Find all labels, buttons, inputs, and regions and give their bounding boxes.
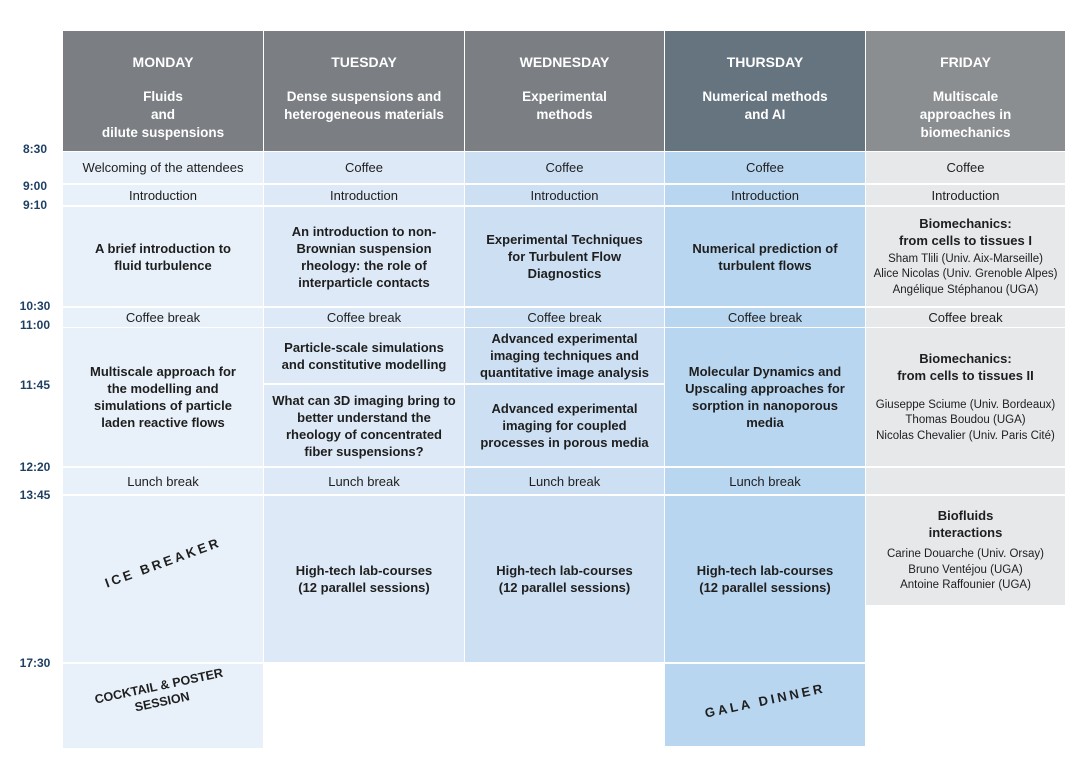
tue-coffee-cell: Coffee [264, 152, 464, 183]
fri-session-3-title: Biofluids interactions [928, 508, 1003, 541]
wed-coffee-cell: Coffee [465, 152, 664, 183]
header-friday [866, 31, 1065, 151]
thu-coffee-cell: Coffee [665, 152, 865, 183]
wed-lab-courses: High-tech lab-courses (12 parallel sessions) [465, 496, 664, 662]
fri-session-2 [866, 328, 1065, 466]
day-label-wednesday: WEDNESDAY [519, 54, 610, 70]
time-1145: 11:45 [19, 378, 51, 392]
fri-session-3-speakers: Carine Douarche (Univ. Orsay) Bruno Ventéjou (UGA) Antoine Raffounier (UGA) [886, 548, 1044, 592]
wed-coffee-break: Coffee break [465, 308, 664, 327]
thu-session-2: Molecular Dynamics and Upscaling approaches for sorption in nanoporous media [665, 328, 865, 466]
thu-coffee-break: Coffee break [665, 308, 865, 327]
header-monday [63, 31, 263, 151]
tue-session-1: An introduction to non- Brownian suspension rheology: the role of interparticle contacts [264, 207, 464, 306]
header-tuesday [264, 31, 464, 151]
day-label-thursday: THURSDAY [726, 54, 804, 70]
day-label-monday: MONDAY [132, 54, 194, 70]
fri-session-3 [866, 496, 1065, 605]
thu-lunch-break: Lunch break [665, 468, 865, 494]
fri-session-1-speakers: Sham Tlili (Univ. Aix-Marseille) Alice Nicolas (Univ. Grenoble Alpes) Angélique Stéphanou (UGA) [873, 252, 1058, 296]
wed-session-2a: Advanced experimental imaging techniques and quantitative image analysis [465, 328, 664, 383]
topic-label-tuesday: Dense suspensions and heterogeneous materials [284, 89, 444, 122]
mon-session-1: A brief introduction to fluid turbulence [63, 207, 263, 306]
mon-coffee-break: Coffee break [63, 308, 263, 327]
header-thursday [665, 31, 865, 151]
day-label-friday: FRIDAY [940, 54, 991, 70]
tue-coffee-break: Coffee break [264, 308, 464, 327]
tue-intro-cell: Introduction [264, 185, 464, 205]
topic-label-monday: Fluids and dilute suspensions [101, 89, 225, 140]
time-1220: 12:20 [19, 460, 51, 474]
mon-ice-breaker: ICE BREAKER [102, 534, 224, 591]
tue-lab-courses: High-tech lab-courses (12 parallel sessions) [264, 496, 464, 662]
mon-cocktail-poster: COCKTAIL & POSTER SESSION [93, 665, 225, 715]
fri-session-1-title: Biomechanics: from cells to tissues I [899, 215, 1032, 248]
fri-intro-cell: Introduction [866, 185, 1065, 205]
time-0830: 8:30 [22, 142, 48, 156]
fri-session-1 [866, 207, 1065, 306]
mon-session-2: Multiscale approach for the modelling and simulations of particle laden reactive flows [63, 328, 263, 466]
tue-session-2a: Particle-scale simulations and constitutive modelling [264, 328, 464, 383]
fri-coffee-cell: Coffee [866, 152, 1065, 183]
time-1730: 17:30 [19, 656, 51, 670]
topic-label-wednesday: Experimental methods [522, 89, 607, 122]
header-wednesday [465, 31, 664, 151]
topic-label-friday: Multiscale approaches in biomechanics [919, 89, 1012, 140]
fri-session-2-speakers: Giuseppe Sciume (Univ. Bordeaux) Thomas Boudou (UGA) Nicolas Chevalier (Univ. Paris Cité) [875, 398, 1056, 442]
thu-intro-cell: Introduction [665, 185, 865, 205]
thu-lab-courses: High-tech lab-courses (12 parallel sessions) [665, 496, 865, 662]
time-1030: 10:30 [19, 299, 51, 313]
day-label-tuesday: TUESDAY [331, 54, 397, 70]
thu-session-1: Numerical prediction of turbulent flows [665, 207, 865, 306]
wed-session-1: Experimental Techniques for Turbulent Flow Diagnostics [465, 207, 664, 306]
topic-label-thursday: Numerical methods and AI [702, 89, 828, 122]
fri-coffee-break: Coffee break [866, 308, 1065, 327]
wed-session-2b: Advanced experimental imaging for coupled processes in porous media [465, 385, 664, 466]
wed-lunch-break: Lunch break [465, 468, 664, 494]
mon-intro-cell: Introduction [63, 185, 263, 205]
wed-intro-cell: Introduction [465, 185, 664, 205]
time-0910: 9:10 [22, 198, 48, 212]
mon-lunch-break: Lunch break [63, 468, 263, 494]
mon-welcome-cell: Welcoming of the attendees [63, 152, 263, 183]
thu-gala-dinner: GALA DINNER [703, 680, 827, 721]
time-1345: 13:45 [19, 488, 51, 502]
fri-lunch-blank [866, 468, 1065, 494]
tue-lunch-break: Lunch break [264, 468, 464, 494]
fri-session-2-title: Biomechanics: from cells to tissues II [897, 350, 1034, 383]
tue-session-2b: What can 3D imaging bring to better understand the rheology of concentrated fiber suspensions? [264, 385, 464, 466]
time-1100: 11:00 [19, 318, 51, 332]
time-0900: 9:00 [22, 179, 48, 193]
